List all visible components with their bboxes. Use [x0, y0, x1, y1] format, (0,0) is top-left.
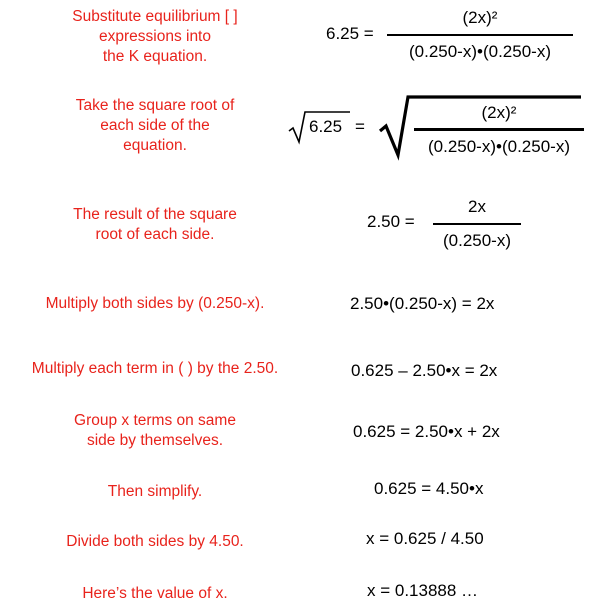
step-1-lhs: 6.25 =: [326, 24, 374, 43]
step-4-equation: 2.50•(0.250-x) = 2x: [350, 294, 495, 313]
step-7-equation: 0.625 = 4.50•x: [374, 479, 484, 498]
step-5-equation: 0.625 – 2.50•x = 2x: [351, 361, 498, 380]
step-2-denominator: (0.250-x)•(0.250-x): [427, 137, 570, 156]
step-1-fraction-bar: [387, 34, 573, 36]
step-8-label: Divide both sides by 4.50.: [66, 533, 244, 550]
step-3-denominator: (0.250-x): [442, 231, 512, 250]
step-6-label: Group x terms on same side by themselves.: [74, 412, 236, 449]
step-3-lhs: 2.50 =: [367, 212, 415, 231]
step-5-label: Multiply each term in ( ) by the 2.50.: [31, 360, 279, 377]
step-9-equation: x = 0.13888 …: [367, 581, 479, 600]
step-4-label: Multiply both sides by (0.250-x).: [45, 295, 265, 312]
step-8-equation: x = 0.625 / 4.50: [366, 529, 484, 548]
step-2-radicand: 6.25: [309, 117, 343, 136]
step-3-numerator: 2x: [468, 197, 486, 216]
step-6-equation: 0.625 = 2.50•x + 2x: [353, 422, 500, 441]
step-1-numerator: (2x)²: [462, 8, 498, 27]
step-1-label: Substitute equilibrium [ ] expressions into the K equation.: [72, 8, 238, 65]
step-2-fraction-bar: [414, 128, 584, 131]
step-9-label: Here’s the value of x.: [82, 585, 228, 602]
step-3-fraction-bar: [433, 223, 521, 225]
step-1-denominator: (0.250-x)•(0.250-x): [408, 42, 551, 61]
step-2-label: Take the square root of each side of the equation.: [75, 97, 235, 154]
step-7-label: Then simplify.: [107, 483, 203, 500]
step-2-equals: =: [355, 117, 365, 136]
step-2-numerator: (2x)²: [481, 103, 517, 122]
step-3-label: The result of the square root of each side.: [73, 206, 237, 243]
